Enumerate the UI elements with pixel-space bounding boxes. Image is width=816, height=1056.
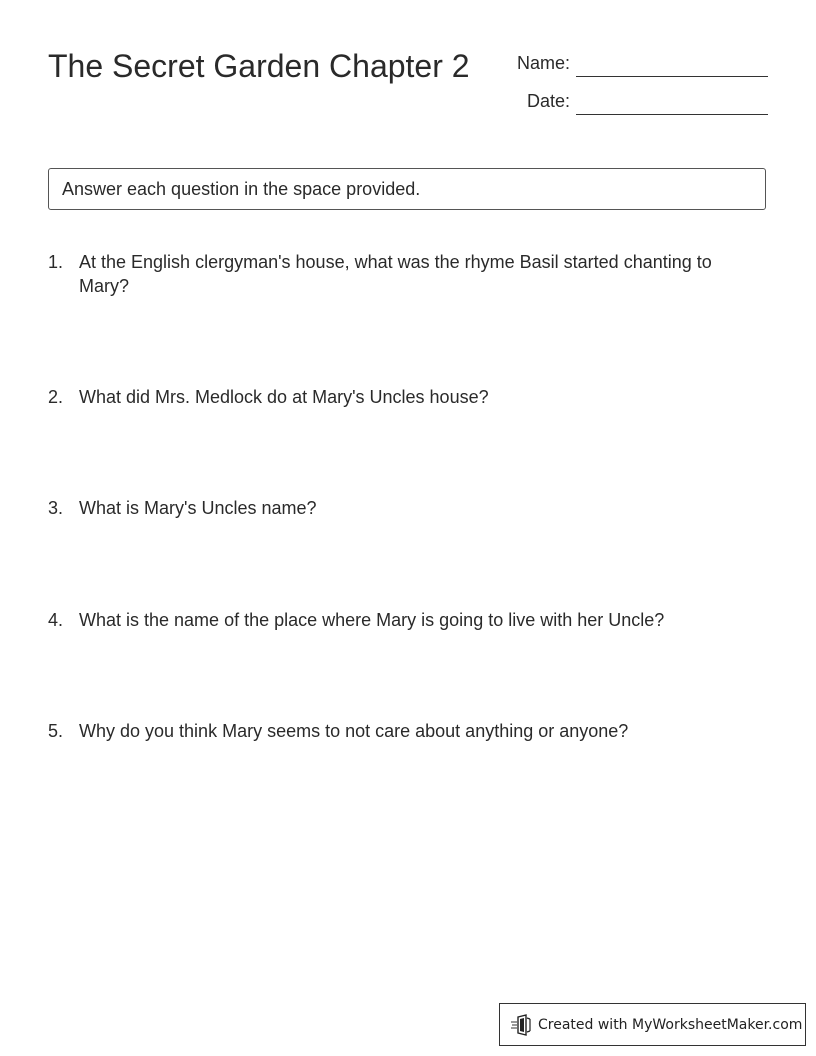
instructions-box: Answer each question in the space provided. xyxy=(48,168,766,210)
date-line[interactable] xyxy=(576,114,768,115)
question-text: Why do you think Mary seems to not care about anything or anyone? xyxy=(79,721,629,741)
worksheet-maker-logo-icon xyxy=(510,1014,532,1036)
page-title: The Secret Garden Chapter 2 xyxy=(48,48,470,84)
question-text: What did Mrs. Medlock do at Mary's Uncles house? xyxy=(79,387,489,407)
question-text: At the English clergyman's house, what was the rhyme Basil started chanting to Mary? xyxy=(79,252,712,296)
question-number: 3. xyxy=(48,498,64,518)
question-number: 1. xyxy=(48,252,64,272)
question-item xyxy=(48,608,748,632)
question-item xyxy=(48,719,748,743)
footer-credit-badge[interactable] xyxy=(499,1003,806,1046)
name-label: Name: xyxy=(516,53,570,73)
question-number: 5. xyxy=(48,721,64,741)
footer-credit-text: Created with MyWorksheetMaker.com xyxy=(538,1016,803,1033)
question-text: What is the name of the place where Mary is going to live with her Uncle? xyxy=(79,610,665,630)
question-number: 4. xyxy=(48,610,64,630)
question-item xyxy=(48,496,748,520)
question-item xyxy=(48,250,748,298)
question-item xyxy=(48,385,748,409)
question-text: What is Mary's Uncles name? xyxy=(79,498,317,518)
date-label: Date: xyxy=(526,91,570,111)
name-line[interactable] xyxy=(576,76,768,77)
question-number: 2. xyxy=(48,387,64,407)
